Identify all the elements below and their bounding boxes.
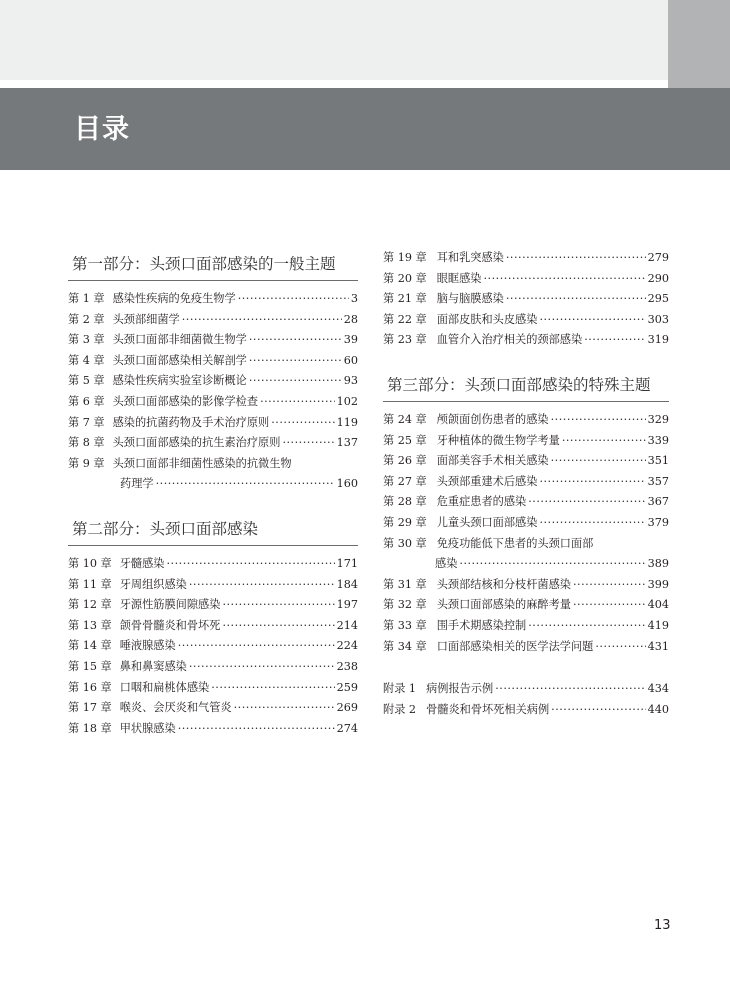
page-ref: 171 bbox=[336, 556, 358, 570]
toc-entry[interactable] bbox=[383, 534, 669, 555]
dot-leader bbox=[249, 371, 342, 392]
toc-entry[interactable] bbox=[383, 248, 669, 269]
page-ref: 399 bbox=[647, 577, 669, 591]
chapter-title: 耳和乳突感染 bbox=[436, 251, 504, 264]
toc-entry[interactable] bbox=[383, 451, 669, 472]
dot-leader bbox=[539, 513, 645, 534]
chapter-title: 头颈口面部感染的麻醉考量 bbox=[436, 598, 571, 612]
page-ref: 329 bbox=[647, 412, 669, 426]
part-heading: 第二部分：头颈口面部感染 bbox=[68, 513, 358, 546]
toc-entry[interactable] bbox=[383, 431, 669, 452]
chapter-number: 第 14 章 bbox=[68, 639, 112, 653]
chapter-title: 血管介入治疗相关的颈部感染 bbox=[436, 333, 583, 347]
chapter-title: 颌骨骨髓炎和骨坏死 bbox=[119, 618, 221, 632]
chapter-title: 感染的抗菌药物及手术治疗原则 bbox=[112, 415, 270, 429]
toc-entry[interactable] bbox=[68, 636, 358, 657]
page-ref: 431 bbox=[647, 639, 669, 653]
page-ref: 319 bbox=[647, 333, 669, 347]
dot-leader bbox=[484, 269, 646, 290]
chapter-title: 牙周组织感染 bbox=[119, 577, 187, 591]
chapter-number: 第 27 章 bbox=[383, 474, 427, 488]
dot-leader bbox=[238, 289, 349, 310]
page-ref: 269 bbox=[336, 701, 358, 715]
chapter-title: 鼻和鼻窦感染 bbox=[119, 659, 187, 673]
dot-leader bbox=[562, 431, 646, 452]
chapter-title: 脑与脑膜感染 bbox=[436, 292, 504, 306]
page-ref: 295 bbox=[647, 292, 669, 306]
page-ref: 274 bbox=[336, 721, 358, 735]
toc-entry[interactable] bbox=[68, 719, 358, 740]
dot-leader bbox=[211, 678, 334, 699]
dot-leader bbox=[271, 413, 334, 434]
part-heading: 第一部分：头颈口面部感染的一般主题 bbox=[68, 248, 358, 281]
dot-leader bbox=[189, 575, 335, 596]
chapter-number: 第 34 章 bbox=[383, 639, 427, 653]
page-ref: 28 bbox=[343, 312, 358, 326]
toc-entry[interactable] bbox=[383, 410, 669, 431]
dot-leader bbox=[167, 554, 335, 575]
chapter-number: 第 4 章 bbox=[68, 353, 105, 367]
page-ref: 39 bbox=[343, 333, 358, 347]
page-ref: 279 bbox=[647, 251, 669, 264]
chapter-number: 第 3 章 bbox=[68, 333, 105, 347]
chapter-number: 第 31 章 bbox=[383, 577, 427, 591]
chapter-number: 第 10 章 bbox=[68, 556, 112, 570]
page-title: 目录 bbox=[74, 114, 130, 145]
chapter-number: 第 33 章 bbox=[383, 618, 427, 632]
toc-entry[interactable] bbox=[383, 616, 669, 637]
chapter-number: 第 11 章 bbox=[68, 577, 112, 591]
chapter-title: 头颈部结核和分枝杆菌感染 bbox=[436, 577, 571, 591]
page-ref: 367 bbox=[647, 495, 669, 509]
toc-entry[interactable] bbox=[68, 310, 358, 331]
chapter-number: 第 7 章 bbox=[68, 415, 105, 429]
chapter-title-continued: 药理学 bbox=[120, 477, 154, 491]
chapter-number: 第 23 章 bbox=[383, 333, 427, 347]
chapter-title: 感染性疾病实验室诊断概论 bbox=[112, 374, 247, 388]
dot-leader bbox=[551, 451, 646, 472]
chapter-title: 喉炎、会厌炎和气管炎 bbox=[119, 701, 232, 715]
toc-entry[interactable] bbox=[68, 595, 358, 616]
toc-entry[interactable] bbox=[383, 637, 669, 658]
chapter-title: 危重症患者的感染 bbox=[436, 495, 527, 509]
toc-entry[interactable] bbox=[68, 678, 358, 699]
page-ref: 3 bbox=[350, 292, 358, 305]
chapter-title: 口面部感染相关的医学法学问题 bbox=[436, 639, 594, 653]
page-ref: 102 bbox=[336, 394, 358, 408]
chapter-number: 附录 2 bbox=[383, 702, 417, 716]
dot-leader bbox=[551, 410, 646, 431]
page-ref: 93 bbox=[343, 374, 358, 388]
top-band bbox=[0, 0, 668, 80]
toc-entry[interactable] bbox=[68, 698, 358, 719]
chapter-number: 第 20 章 bbox=[383, 271, 427, 285]
toc-entry[interactable] bbox=[68, 330, 358, 351]
chapter-number: 附录 1 bbox=[383, 682, 417, 696]
chapter-title-continued: 感染 bbox=[435, 557, 458, 571]
part-heading: 第三部分：头颈口面部感染的特殊主题 bbox=[383, 369, 669, 402]
toc-right-column bbox=[383, 248, 669, 720]
toc-entry[interactable] bbox=[68, 413, 358, 434]
page-ref: 160 bbox=[336, 477, 358, 491]
toc-left-column bbox=[68, 248, 358, 739]
toc-entry[interactable] bbox=[68, 289, 358, 310]
chapter-number: 第 30 章 bbox=[383, 536, 427, 550]
chapter-number: 第 28 章 bbox=[383, 495, 427, 509]
dot-leader bbox=[182, 310, 342, 331]
page-ref: 351 bbox=[647, 454, 669, 468]
page-ref: 434 bbox=[647, 682, 669, 696]
chapter-number: 第 25 章 bbox=[383, 433, 427, 447]
page-ref: 184 bbox=[336, 577, 358, 591]
page-ref: 197 bbox=[336, 598, 358, 612]
chapter-title: 头颈口面部非细菌性感染的抗微生物 bbox=[112, 456, 292, 470]
page-ref: 238 bbox=[336, 659, 358, 673]
toc-entry[interactable] bbox=[68, 554, 358, 575]
dot-leader bbox=[222, 595, 334, 616]
toc-entry[interactable] bbox=[383, 595, 669, 616]
toc-entry[interactable] bbox=[383, 492, 669, 513]
dot-leader bbox=[539, 310, 645, 331]
dot-leader bbox=[459, 554, 645, 575]
chapter-number: 第 1 章 bbox=[68, 292, 105, 305]
chapter-number: 第 5 章 bbox=[68, 374, 105, 388]
page-ref: 224 bbox=[336, 639, 358, 653]
chapter-title: 牙种植体的微生物学考量 bbox=[436, 433, 560, 447]
chapter-title: 头颈口面部感染相关解剖学 bbox=[112, 353, 247, 367]
chapter-number: 第 32 章 bbox=[383, 598, 427, 612]
page-ref: 357 bbox=[647, 474, 669, 488]
chapter-title: 头颈口面部感染的影像学检查 bbox=[112, 394, 259, 408]
page-ref: 404 bbox=[647, 598, 669, 612]
toc-entry-continuation[interactable] bbox=[68, 474, 358, 495]
toc-entry[interactable] bbox=[383, 513, 669, 534]
chapter-number: 第 8 章 bbox=[68, 436, 105, 450]
chapter-title: 唾液腺感染 bbox=[119, 639, 176, 653]
chapter-number: 第 9 章 bbox=[68, 456, 105, 470]
dot-leader bbox=[573, 575, 646, 596]
page-ref: 259 bbox=[336, 680, 358, 694]
chapter-title: 头颈口面部非细菌微生物学 bbox=[112, 333, 247, 347]
chapter-title: 颅颌面创伤患者的感染 bbox=[436, 412, 549, 426]
page-ref: 389 bbox=[647, 557, 669, 571]
dot-leader bbox=[222, 616, 334, 637]
chapter-number: 第 2 章 bbox=[68, 312, 105, 326]
dot-leader bbox=[528, 492, 645, 513]
dot-leader bbox=[584, 330, 645, 351]
toc-entry-continuation[interactable] bbox=[383, 554, 669, 575]
dot-leader bbox=[495, 679, 645, 700]
chapter-number: 第 24 章 bbox=[383, 412, 427, 426]
page-ref: 60 bbox=[343, 353, 358, 367]
chapter-title: 眼眶感染 bbox=[436, 271, 482, 285]
toc-entry[interactable] bbox=[68, 575, 358, 596]
dot-leader bbox=[260, 392, 335, 413]
chapter-title: 免疫功能低下患者的头颈口面部 bbox=[436, 536, 594, 550]
toc-entry[interactable] bbox=[68, 657, 358, 678]
chapter-number: 第 21 章 bbox=[383, 292, 427, 306]
toc-entry[interactable] bbox=[383, 289, 669, 310]
chapter-number: 第 22 章 bbox=[383, 312, 427, 326]
chapter-title: 头颈口面部感染的抗生素治疗原则 bbox=[112, 436, 281, 450]
chapter-title: 牙源性筋膜间隙感染 bbox=[119, 598, 221, 612]
page-number: 13 bbox=[654, 918, 671, 933]
toc-entry[interactable] bbox=[68, 616, 358, 637]
chapter-title: 感染性疾病的免疫生物学 bbox=[112, 292, 236, 305]
chapter-title: 头颈部重建术后感染 bbox=[436, 474, 538, 488]
chapter-number: 第 26 章 bbox=[383, 454, 427, 468]
chapter-title: 骨髓炎和骨坏死相关病例 bbox=[426, 702, 550, 716]
page-ref: 290 bbox=[647, 271, 669, 285]
dot-leader bbox=[506, 289, 646, 310]
chapter-title: 围手术期感染控制 bbox=[436, 618, 527, 632]
toc-entry[interactable] bbox=[68, 351, 358, 372]
dot-leader bbox=[528, 616, 645, 637]
toc-entry[interactable] bbox=[68, 371, 358, 392]
chapter-number: 第 13 章 bbox=[68, 618, 112, 632]
toc-entry[interactable] bbox=[383, 269, 669, 290]
toc-entry[interactable] bbox=[383, 575, 669, 596]
chapter-title: 儿童头颈口面部感染 bbox=[436, 515, 538, 529]
chapter-title: 甲状腺感染 bbox=[119, 721, 176, 735]
chapter-title: 病例报告示例 bbox=[426, 682, 494, 696]
toc-entry[interactable] bbox=[383, 330, 669, 351]
dot-leader bbox=[178, 636, 335, 657]
appendix-list bbox=[383, 679, 669, 720]
toc-entry[interactable] bbox=[383, 679, 669, 700]
chapter-number: 第 15 章 bbox=[68, 659, 112, 673]
page-ref: 214 bbox=[336, 618, 358, 632]
chapter-title: 牙髓感染 bbox=[119, 556, 165, 570]
page-ref: 379 bbox=[647, 515, 669, 529]
toc-entry[interactable] bbox=[68, 392, 358, 413]
toc-entry[interactable] bbox=[383, 472, 669, 493]
dot-leader bbox=[506, 248, 646, 269]
dot-leader bbox=[249, 330, 342, 351]
dot-leader bbox=[595, 637, 645, 658]
chapter-title: 面部皮肤和头皮感染 bbox=[436, 312, 538, 326]
dot-leader bbox=[234, 698, 335, 719]
dot-leader bbox=[551, 700, 646, 721]
dot-leader bbox=[539, 472, 645, 493]
dot-leader bbox=[249, 351, 342, 372]
chapter-title: 头颈部细菌学 bbox=[112, 312, 180, 326]
chapter-title: 口咽和扁桃体感染 bbox=[119, 680, 210, 694]
dot-leader bbox=[282, 433, 334, 454]
toc-entry[interactable] bbox=[383, 700, 669, 721]
toc-entry[interactable] bbox=[383, 310, 669, 331]
dot-leader bbox=[189, 657, 335, 678]
chapter-number: 第 12 章 bbox=[68, 598, 112, 612]
chapter-title: 面部美容手术相关感染 bbox=[436, 454, 549, 468]
chapter-number: 第 29 章 bbox=[383, 515, 427, 529]
chapter-number: 第 17 章 bbox=[68, 701, 112, 715]
page-ref: 440 bbox=[647, 702, 669, 716]
page-ref: 137 bbox=[336, 436, 358, 450]
page-ref: 419 bbox=[647, 618, 669, 632]
page-ref: 119 bbox=[336, 415, 358, 429]
page-ref: 339 bbox=[647, 433, 669, 447]
toc-entry[interactable] bbox=[68, 454, 358, 475]
chapter-number: 第 18 章 bbox=[68, 721, 112, 735]
toc-entry[interactable] bbox=[68, 433, 358, 454]
dot-leader bbox=[573, 595, 646, 616]
chapter-number: 第 16 章 bbox=[68, 680, 112, 694]
page-ref: 303 bbox=[647, 312, 669, 326]
chapter-number: 第 6 章 bbox=[68, 394, 105, 408]
chapter-number: 第 19 章 bbox=[383, 251, 427, 264]
dot-leader bbox=[156, 474, 335, 495]
dot-leader bbox=[178, 719, 335, 740]
